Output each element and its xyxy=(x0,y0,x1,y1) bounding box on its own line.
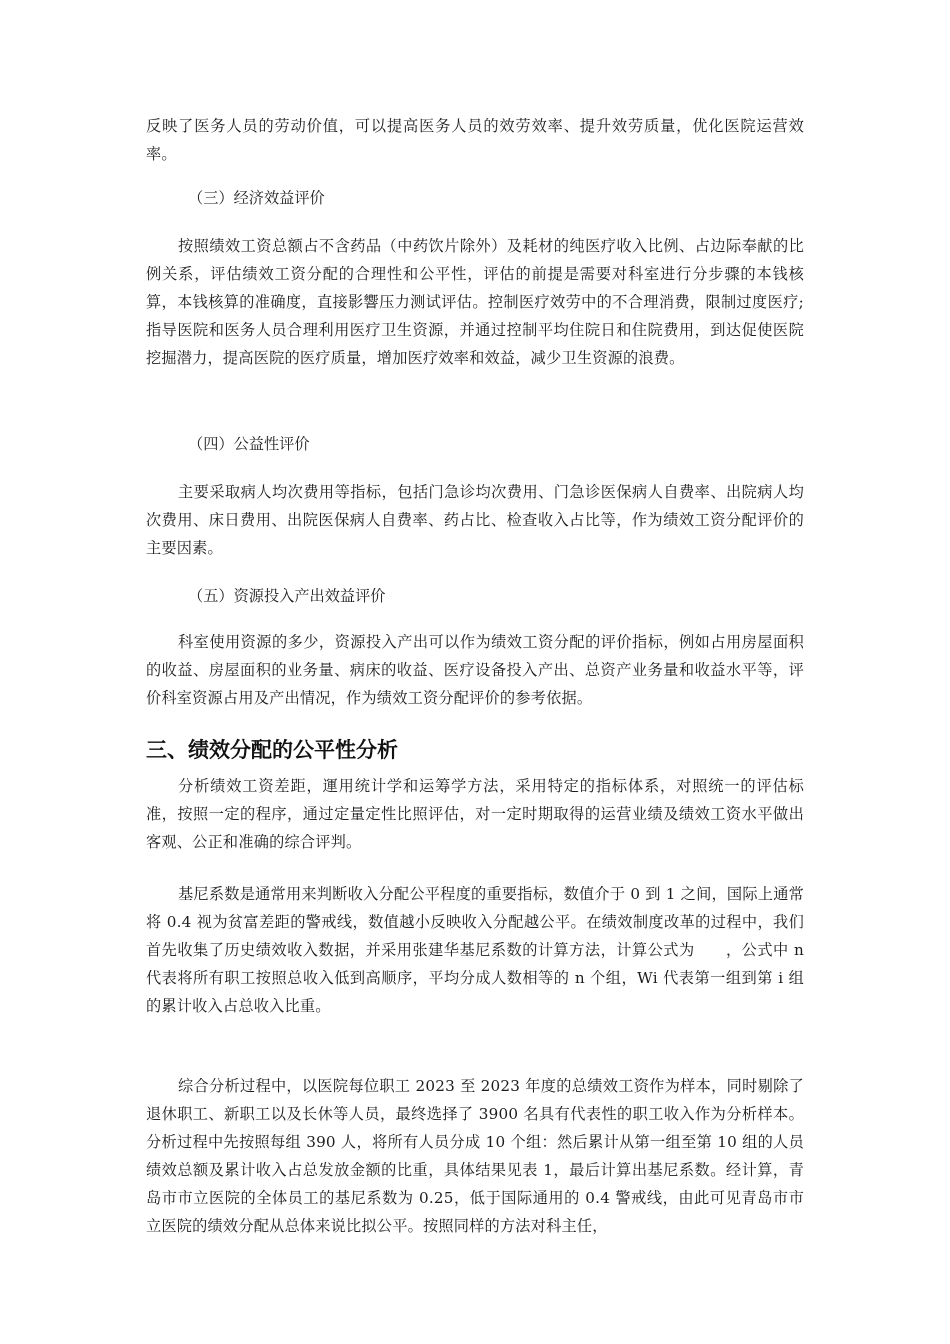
paragraph-gini-coefficient: 基尼系数是通常用来判断收入分配公平程度的重要指标，数值介于 0 到 1 之间，国际上通常将 0.4 视为贫富差距的警戒线，数值越小反映收入分配越公平。在绩效制度改革的过程中，我们首先收集了历史绩效收入数据，并采用张建华基尼系数的计算方法，计算公式为 ，公式中 n 代表将所有职工按照总收入低到高顺序，平均分成人数相等的 n 个组，Wi 代表第一组到第 i 组的累计收入占总收入比重。 xyxy=(146,885,804,1015)
paragraph-economic-benefit: 按照绩效工资总额占不含药品（中药饮片除外）及耗材的纯医疗收入比例、占边际奉献的比例关系，评估绩效工资分配的合理性和公平性，评估的前提是需要对科室进行分步骤的本钱核算，本钱核算的准确度，直接影響压力测试评估。控制医疗效劳中的不合理消费，限制过度医疗;指导医院和医务人员合理利用医疗卫生资源，并通过控制平均住院日和住院费用，到达促使医院挖掘潜力，提高医院的医疗质量，增加医疗效率和效益，减少卫生资源的浪费。 xyxy=(146,237,804,367)
paragraph-resource-output: 科室使用资源的多少，资源投入产出可以作为绩效工资分配的评价指标，例如占用房屋面积的收益、房屋面积的业务量、病床的收益、医疗设备投入产出、总资产业务量和收益水平等，评价科室资源占用及产出情况，作为绩效工资分配评价的参考依据。 xyxy=(146,633,804,707)
subheading-resource-output: （五）资源投入产出效益评价 xyxy=(188,587,386,605)
subheading-public-welfare: （四）公益性评价 xyxy=(188,435,310,453)
paragraph-overall-analysis: 综合分析过程中，以医院每位职工 2023 至 2023 年度的总绩效工资作为样本，同时剔除了退休职工、新职工以及长休等人员，最终选择了 3900 名具有代表性的职工收入作为分析样本。分析过程中先按照每组 390 人，将所有人员分成 10 个组：然后累计从第一组至第 10 组的人员绩效总额及累计收入占总发放金额的比重，具体结果见表 1，最后计算出基尼系数。经计算，青岛市市立医院的全体员工的基尼系数为 0.25，低于国际通用的 0.4 警戒线，由此可见青岛市市立医院的绩效分配从总体来说比拟公平。按照同样的方法对科主任， xyxy=(146,1077,804,1235)
section-heading-fairness: 三、绩效分配的公平性分析 xyxy=(146,738,398,762)
paragraph-labor-value: 反映了医务人员的劳动价值，可以提高医务人员的效劳效率、提升效劳质量，优化医院运营效率。 xyxy=(146,117,804,163)
paragraph-public-welfare: 主要采取病人均次费用等指标，包括门急诊均次费用、门急诊医保病人自费率、出院病人均次费用、床日费用、出院医保病人自费率、药占比、检查收入占比等，作为绩效工资分配评价的主要因素。 xyxy=(146,483,804,557)
subheading-economic-benefit: （三）经济效益评价 xyxy=(188,189,325,207)
paragraph-analysis-method: 分析绩效工资差距，運用统计学和运筹学方法，采用特定的指标体系，对照统一的评估标准，按照一定的程序，通过定量定性比照评估，对一定时期取得的运营业绩及绩效工资水平做出客观、公正和准确的综合评判。 xyxy=(146,777,804,851)
